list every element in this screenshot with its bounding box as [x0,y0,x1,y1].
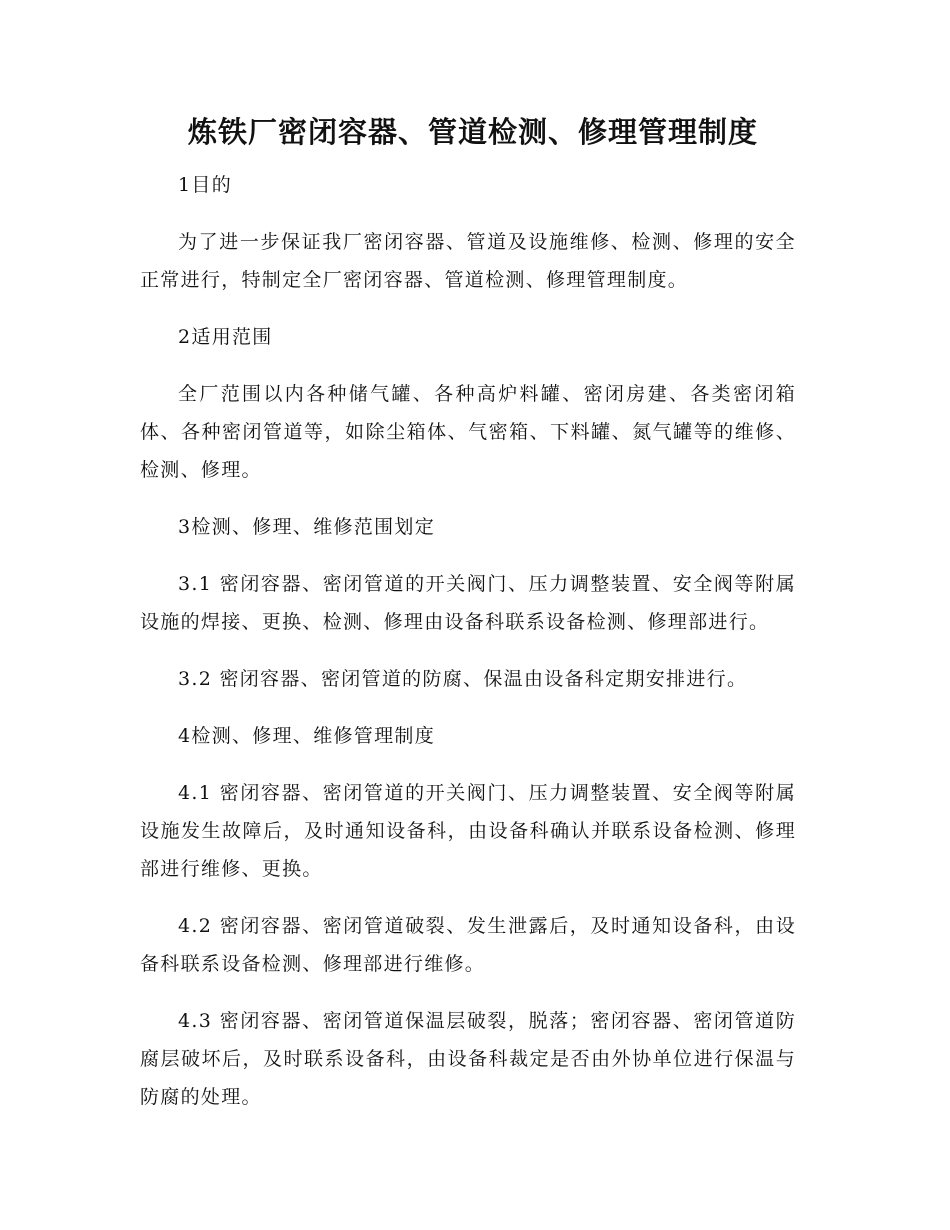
paragraph-4-1: 4.1 密闭容器、密闭管道的开关阀门、压力调整装置、安全阀等附属设施发生故障后，及时通知设备科，由设备科确认并联系设备检测、修理部进行维修、更换。 [140,782,796,880]
paragraph-4-3: 4.3 密闭容器、密闭管道保温层破裂，脱落；密闭容器、密闭管道防腐层破坏后，及时联系设备科，由设备科裁定是否由外协单位进行保温与防腐的处理。 [140,1010,796,1108]
document-title: 炼铁厂密闭容器、管道检测、修理管理制度 [187,115,758,149]
paragraph-3-2: 3.2 密闭容器、密闭管道的防腐、保温由设备科定期安排进行。 [178,668,748,690]
section-heading-range: 3检测、修理、维修范围划定 [178,516,435,538]
paragraph-scope: 全厂范围以内各种储气罐、各种高炉料罐、密闭房建、各类密闭箱体、各种密闭管道等，如除尘箱体、气密箱、下料罐、氮气罐等的维修、检测、修理。 [140,383,796,481]
paragraph-3-1: 3.1 密闭容器、密闭管道的开关阀门、压力调整装置、安全阀等附属设施的焊接、更换、检测、修理由设备科联系设备检测、修理部进行。 [140,573,796,633]
section-heading-management: 4检测、修理、维修管理制度 [178,725,435,747]
paragraph-purpose: 为了进一步保证我厂密闭容器、管道及设施维修、检测、修理的安全正常进行，特制定全厂密闭容器、管道检测、修理管理制度。 [140,231,796,291]
section-heading-purpose: 1目的 [178,174,232,196]
paragraph-4-2: 4.2 密闭容器、密闭管道破裂、发生泄露后，及时通知设备科，由设备科联系设备检测、修理部进行维修。 [140,915,796,975]
section-heading-scope: 2适用范围 [178,326,273,348]
